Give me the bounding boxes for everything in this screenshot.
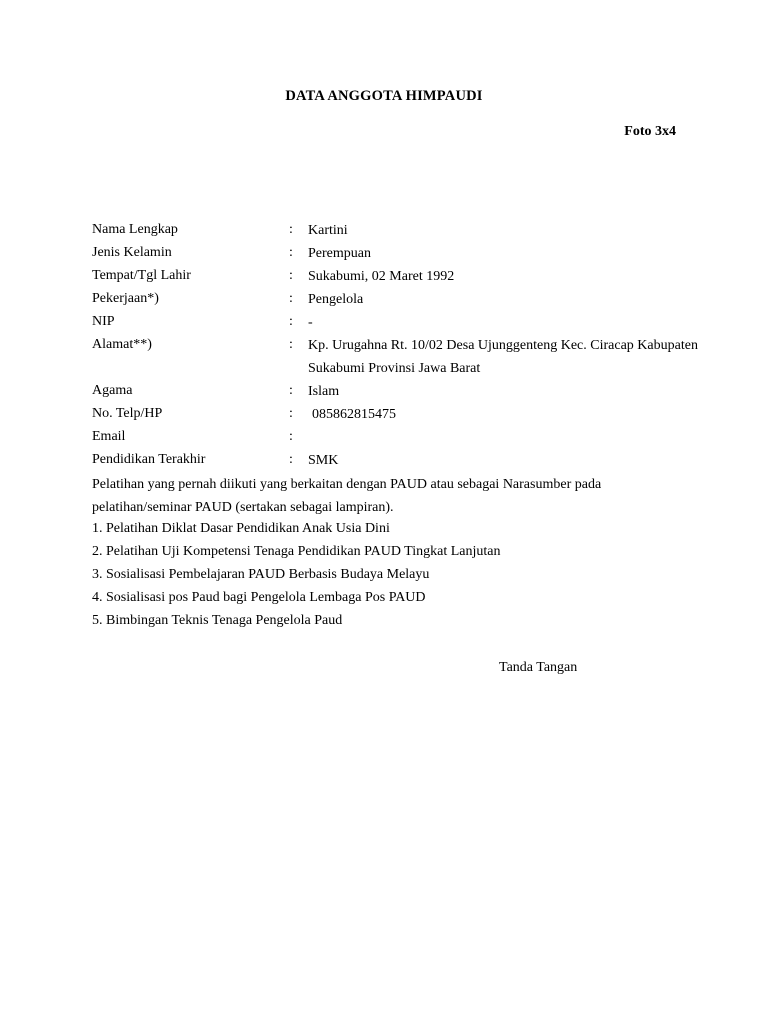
field-row-nama <box>92 220 692 243</box>
field-label: NIP <box>92 314 115 329</box>
field-value: Kartini <box>308 223 348 238</box>
field-colon: : <box>289 291 293 306</box>
field-label: Alamat**) <box>92 337 152 352</box>
list-item: 5. Bimbingan Teknis Tenaga Pengelola Paud <box>92 613 343 628</box>
signature-label: Tanda Tangan <box>499 660 578 675</box>
field-label: Jenis Kelamin <box>92 245 172 260</box>
field-colon: : <box>289 245 293 260</box>
field-colon: : <box>289 314 293 329</box>
field-colon: : <box>289 383 293 398</box>
list-item: 3. Sosialisasi Pembelajaran PAUD Berbasis Budaya Melayu <box>92 567 430 582</box>
field-label: Pekerjaan*) <box>92 291 159 306</box>
list-item: 2. Pelatihan Uji Kompetensi Tenaga Pendidikan PAUD Tingkat Lanjutan <box>92 544 501 559</box>
field-colon: : <box>289 406 293 421</box>
list-item: 1. Pelatihan Diklat Dasar Pendidikan Anak Usia Dini <box>92 521 390 536</box>
field-row-pekerjaan <box>92 289 692 312</box>
field-row-nip <box>92 312 692 335</box>
photo-placeholder-label: Foto 3x4 <box>624 124 676 139</box>
field-value: 085862815475 <box>312 407 396 422</box>
field-row-agama <box>92 381 692 404</box>
field-colon: : <box>289 452 293 467</box>
field-colon: : <box>289 337 293 352</box>
field-value: Pengelola <box>308 292 364 307</box>
field-label: Agama <box>92 383 133 398</box>
field-row-telp <box>92 404 692 427</box>
field-value: Sukabumi, 02 Maret 1992 <box>308 269 455 284</box>
field-row-jenis-kelamin <box>92 243 692 266</box>
field-value: Perempuan <box>308 246 371 261</box>
field-label: Email <box>92 429 126 444</box>
field-value: - <box>308 315 313 330</box>
field-row-email <box>92 427 692 450</box>
field-value: Islam <box>308 384 340 399</box>
training-intro: Pelatihan yang pernah diikuti yang berkaitan dengan PAUD atau sebagai Narasumber pada pelatihan/seminar PAUD (sertakan sebagai lampiran). <box>92 477 602 515</box>
field-colon: : <box>289 268 293 283</box>
field-colon: : <box>289 429 293 444</box>
field-row-alamat <box>92 335 698 381</box>
field-label: Pendidikan Terakhir <box>92 452 206 467</box>
field-label: No. Telp/HP <box>92 406 163 421</box>
field-colon: : <box>289 222 293 237</box>
field-label: Nama Lengkap <box>92 222 178 237</box>
field-value: Kp. Urugahna Rt. 10/02 Desa Ujunggenteng Kec. Ciracap Kabupaten Sukabumi Provinsi Jawa Barat <box>308 338 698 376</box>
document-title: DATA ANGGOTA HIMPAUDI <box>285 88 483 104</box>
training-list <box>92 519 672 634</box>
field-value: SMK <box>308 453 339 468</box>
field-row-pendidikan <box>92 450 692 473</box>
field-label: Tempat/Tgl Lahir <box>92 268 191 283</box>
list-item: 4. Sosialisasi pos Paud bagi Pengelola Lembaga Pos PAUD <box>92 590 426 605</box>
field-row-tempat-tgl-lahir <box>92 266 692 289</box>
member-data-fields <box>92 220 698 473</box>
